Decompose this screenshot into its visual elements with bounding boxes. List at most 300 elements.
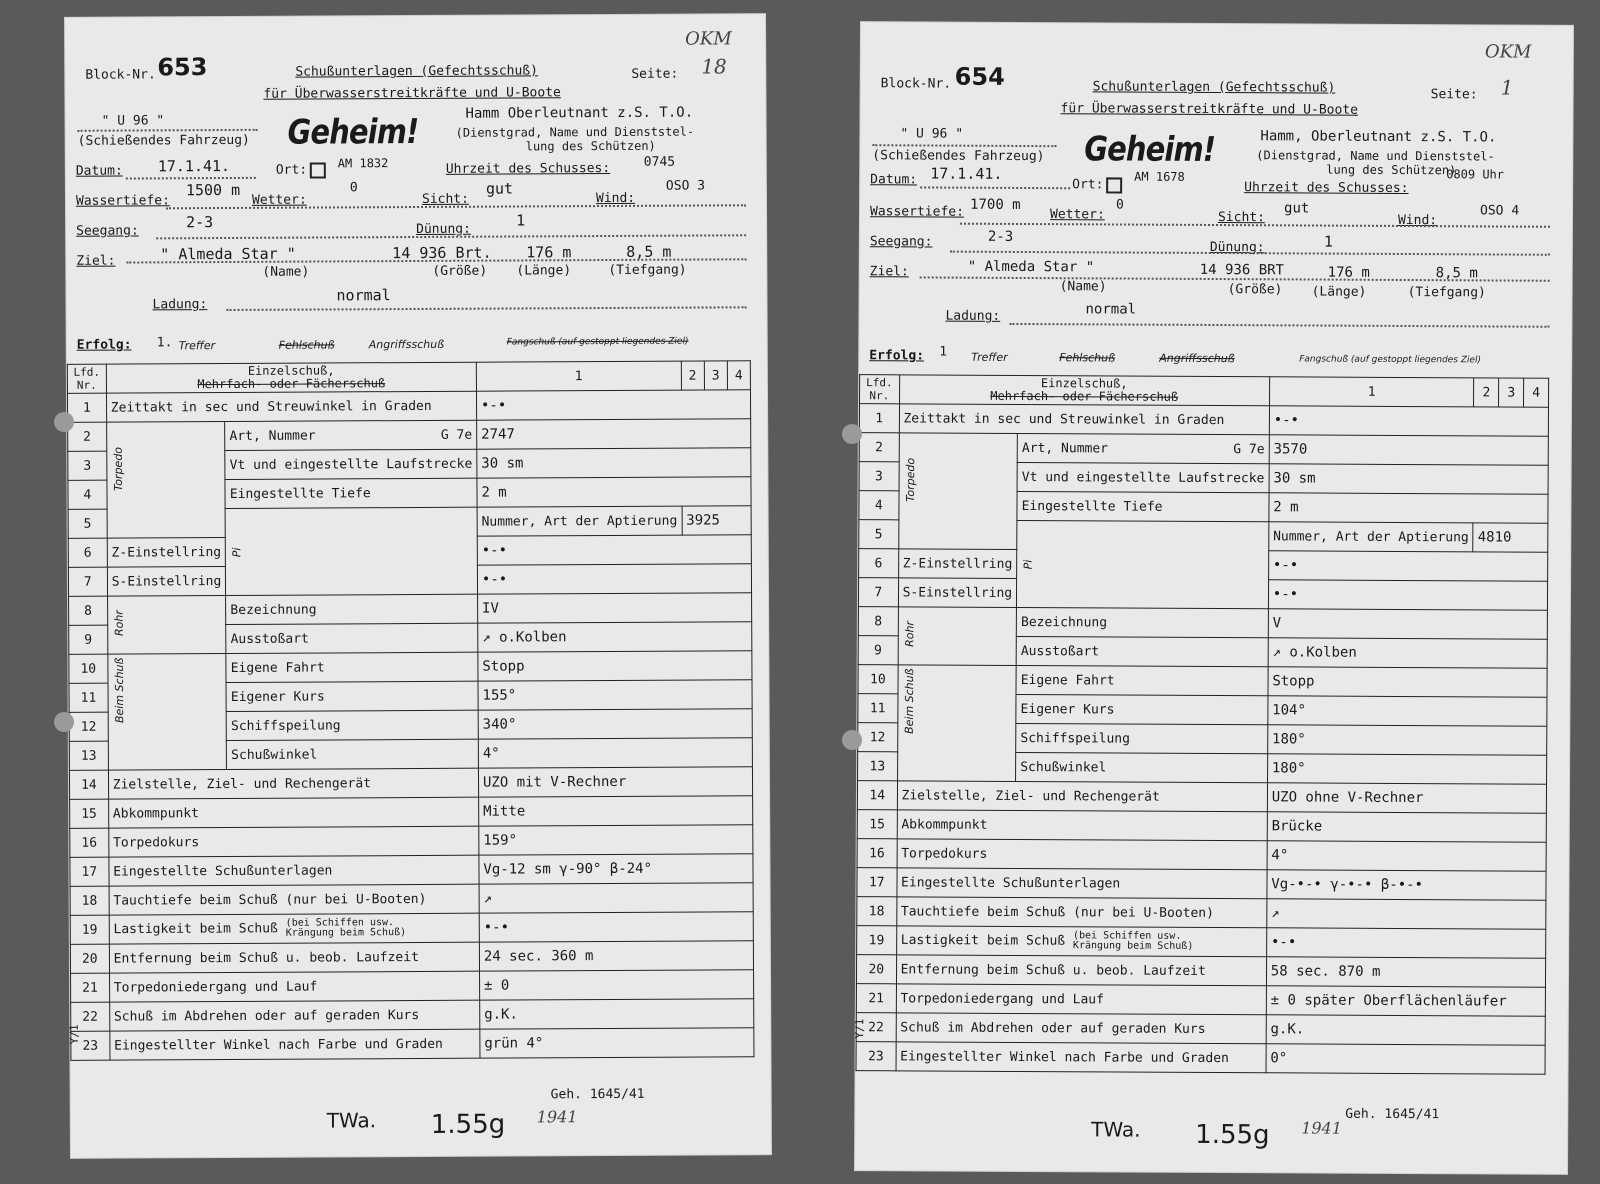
row-number: 17	[857, 868, 897, 897]
punch-hole	[54, 712, 74, 732]
row-label-text: Torpedoniedergang und Lauf	[113, 979, 318, 996]
ort-box	[1106, 177, 1122, 193]
row-label: Schußwinkel	[1016, 752, 1268, 782]
row-label-text: Eigene Fahrt	[1020, 672, 1115, 688]
right-form-sheet	[855, 22, 1573, 1174]
rank-value: Hamm Oberleutnant z.S. T.O.	[465, 104, 694, 122]
table-row	[859, 433, 1548, 466]
ort-label: Ort:	[1072, 177, 1104, 193]
column-header: 3	[704, 361, 727, 390]
table-header-row	[860, 375, 1549, 408]
value-cell: 4°	[1267, 841, 1546, 871]
row-label-text: Schuß im Abdrehen oder auf geraden Kurs	[900, 1019, 1206, 1037]
shot-type-header	[899, 375, 1269, 406]
group-cell	[108, 654, 227, 771]
row-label	[108, 768, 478, 799]
table-row	[69, 767, 752, 800]
row-number: 9	[858, 636, 898, 665]
table-header-row	[67, 361, 750, 394]
row-number: 1	[859, 404, 899, 433]
table-row	[70, 912, 753, 945]
table-row	[71, 999, 754, 1032]
row-number: 8	[69, 596, 108, 625]
row-label	[896, 897, 1266, 928]
table-row	[857, 810, 1546, 843]
wassertiefe-label: Wassertiefe:	[869, 204, 964, 220]
group-label: Beim Schuß	[902, 668, 916, 734]
row-label	[109, 884, 479, 915]
row-label-text: Torpedokurs	[901, 845, 988, 862]
row-label	[110, 1029, 480, 1060]
row-number: 3	[68, 451, 107, 480]
row-label	[896, 984, 1266, 1015]
value-cell: 159°	[479, 825, 753, 855]
corner-note: OKM	[685, 28, 732, 50]
row-number: 16	[70, 828, 109, 857]
row-label: S-Einstellring	[898, 578, 1017, 608]
corner-note: OKM	[1484, 41, 1532, 63]
group-cell	[106, 422, 225, 539]
uhrzeit-value: 0809 Uhr	[1446, 167, 1505, 182]
vessel-value: " U 96 "	[900, 126, 964, 142]
twa-number: 1.55g	[430, 1109, 506, 1140]
value-cell: ± 0 später Oberflächenläufer	[1266, 986, 1545, 1016]
table-row	[71, 970, 754, 1003]
row-label-text: Art, Nummer	[229, 428, 316, 444]
value-cell: •-•	[1268, 580, 1547, 610]
duenung-value: 1	[1323, 232, 1333, 251]
column-header: 2	[681, 361, 704, 390]
lfd-nr-header: Lfd. Nr.	[860, 375, 900, 404]
value-cell: 2 m	[477, 477, 751, 507]
erfolg-count: 1	[939, 344, 948, 360]
seite-value: 18	[701, 54, 727, 79]
year-note: 1941	[1301, 1118, 1342, 1138]
table-row	[859, 404, 1548, 437]
ort-box	[310, 162, 326, 178]
datum-value: 17.1.41.	[930, 164, 1003, 183]
einzelschuss-label: Einzelschuß,	[1040, 376, 1128, 391]
erfolg-count: 1.	[156, 335, 173, 351]
ladung-value: normal	[1085, 301, 1137, 318]
value-cell: Vg-•-• γ-•-• β-•-•	[1267, 870, 1546, 900]
row-label-text: Eingestellte Schußunterlagen	[113, 862, 333, 880]
row-label-text: Abkommpunkt	[901, 816, 988, 833]
wind-label: Wind:	[1397, 212, 1438, 229]
value-cell: 3570	[1269, 435, 1548, 465]
table-row	[69, 651, 752, 684]
row-label: S-Einstellring	[107, 567, 226, 597]
schiffen-note: (bei Schiffen usw.	[1072, 930, 1182, 942]
block-number: 653	[157, 53, 208, 82]
value-cell: UZO mit V-Rechner	[478, 767, 752, 797]
torpedo-type: G 7e	[1233, 441, 1265, 457]
value-cell: g.K.	[480, 999, 754, 1029]
punch-hole	[842, 730, 862, 750]
ladung-label: Ladung:	[152, 297, 208, 313]
table-row	[857, 839, 1546, 872]
form-content	[855, 22, 1573, 1174]
ziel-label: Ziel:	[76, 253, 116, 269]
row-label-text: Zeittakt in sec und Streuwinkel in Graden	[110, 398, 432, 416]
block-label: Block-Nr.	[85, 67, 156, 83]
value-cell: UZO ohne V-Rechner	[1267, 783, 1546, 813]
group-label: Pi	[1021, 559, 1035, 569]
wind-value: OSO 4	[1479, 203, 1520, 219]
table-row	[856, 984, 1545, 1017]
value-cell: •-•	[477, 535, 751, 565]
angriffsschuss-label: Angriffsschuß	[1159, 351, 1235, 366]
shot-type-header	[106, 362, 476, 393]
group-label: Torpedo	[111, 446, 125, 492]
shot-data-table	[856, 374, 1550, 1075]
rank-caption: (Dienstgrad, Name und Dienststel-	[1256, 148, 1495, 164]
uhrzeit-value: 0745	[643, 154, 676, 170]
row-number: 23	[856, 1042, 896, 1071]
row-label	[897, 810, 1267, 841]
row-number: 20	[70, 944, 109, 973]
table-row	[858, 665, 1547, 698]
row-number: 11	[858, 694, 898, 723]
group-cell	[898, 607, 1017, 666]
form-subtitle: für Überwasserstreitkräfte und U-Boote	[263, 85, 561, 102]
wassertiefe-label: Wassertiefe:	[75, 193, 170, 209]
table-row	[858, 607, 1547, 640]
value-cell: ↗	[1267, 899, 1546, 929]
row-label: Schiffspeilung	[226, 710, 478, 740]
twa-number: 1.55g	[1195, 1119, 1270, 1151]
row-label-text: Eingestellter Winkel nach Farbe und Graden	[900, 1048, 1229, 1066]
fangschuss-label: Fangschuß (auf gestoppt liegendes Ziel)	[506, 336, 689, 348]
side-mark: Y/1	[853, 1018, 867, 1039]
value-cell: ± 0	[479, 970, 753, 1000]
row-number: 23	[71, 1031, 110, 1060]
value-cell: •-•	[476, 390, 750, 420]
row-label	[106, 391, 476, 422]
wassertiefe-value: 1700 m	[970, 196, 1021, 213]
datum-label: Datum:	[75, 163, 123, 179]
row-label	[896, 1013, 1266, 1044]
uhrzeit-label: Uhrzeit des Schusses:	[445, 160, 611, 177]
uhrzeit-label: Uhrzeit des Schusses:	[1244, 180, 1409, 197]
group-label: Rohr	[902, 620, 916, 647]
fangschuss-label: Fangschuß (auf gestoppt liegendes Ziel)	[1299, 354, 1482, 366]
treffer-label: Treffer	[178, 339, 216, 353]
row-label-text: Nummer, Art der Aptierung	[1273, 528, 1469, 545]
row-label	[109, 971, 479, 1002]
group-label: Rohr	[112, 610, 126, 637]
row-label	[225, 420, 477, 450]
table-row	[67, 390, 750, 423]
value-cell: 155°	[478, 680, 752, 710]
table-row	[856, 1042, 1545, 1075]
vessel-value: " U 96 "	[101, 113, 165, 129]
row-label-text: Eingestellter Winkel nach Farbe und Graden	[114, 1036, 443, 1054]
value-cell: Mitte	[479, 796, 753, 826]
group-label: Torpedo	[903, 457, 917, 502]
datum-label: Datum:	[870, 172, 918, 188]
value-cell: Brücke	[1267, 812, 1546, 842]
row-number: 18	[857, 897, 897, 926]
geheim-stamp: Geheim!	[1084, 129, 1216, 170]
row-number: 13	[858, 752, 898, 781]
row-number: 10	[69, 654, 108, 683]
row-number: 22	[856, 1013, 896, 1042]
torpedo-type: G 7e	[440, 427, 473, 443]
column-header: 3	[1499, 378, 1524, 407]
row-number: 5	[68, 509, 107, 538]
row-label	[109, 855, 479, 886]
row-label: Ausstoßart	[1016, 636, 1268, 666]
value-cell: 30 sm	[1269, 464, 1548, 494]
value-cell: •-•	[1266, 928, 1545, 958]
table-row	[71, 1028, 754, 1061]
laenge-caption: (Länge)	[1311, 284, 1367, 300]
groesse-caption: (Größe)	[1227, 282, 1283, 298]
row-label	[477, 506, 682, 536]
value-cell: Stopp	[1268, 667, 1547, 697]
row-label-text: Zielstelle, Ziel- und Rechengerät	[112, 775, 372, 793]
duenung-value: 1	[516, 211, 526, 230]
ziel-laenge: 176 m	[1327, 264, 1370, 281]
row-label: Eingestellte Tiefe	[225, 478, 477, 508]
seite-label: Seite:	[1430, 87, 1478, 103]
block-number: 654	[954, 62, 1005, 91]
name-caption: (Name)	[1059, 279, 1107, 295]
row-number: 3	[859, 462, 899, 491]
row-number: 18	[70, 886, 109, 915]
row-label	[897, 839, 1267, 870]
value-cell: •-•	[477, 564, 751, 594]
row-label-text: Tauchtiefe beim Schuß (nur bei U-Booten)	[113, 891, 427, 909]
row-label	[109, 1000, 479, 1031]
row-number: 2	[68, 422, 107, 451]
value-cell: ↗ o.Kolben	[478, 622, 752, 652]
shot-data-table	[67, 360, 755, 1061]
rank-caption-2: lung des Schützen)	[1326, 162, 1457, 178]
fehlschuss-label: Fehlschuß	[1059, 351, 1116, 365]
row-label-text: Torpedoniedergang und Lauf	[900, 990, 1104, 1007]
row-label	[896, 955, 1266, 986]
table-row	[70, 796, 753, 829]
value-cell: 4°	[478, 738, 752, 768]
table-row	[857, 897, 1546, 930]
mehrfach-label: Mehrfach- oder Fächerschuß	[197, 376, 386, 392]
value-cell: Stopp	[478, 651, 752, 681]
value-cell: •-•	[1268, 551, 1547, 581]
row-number: 1	[67, 393, 106, 422]
row-label	[897, 781, 1267, 812]
row-label: Z-Einstellring	[107, 538, 226, 568]
kraengung-note: Krängung beim Schuß)	[1072, 940, 1194, 952]
row-number: 22	[71, 1002, 110, 1031]
row-label: Schußwinkel	[227, 739, 479, 769]
ort-value: AM 1678	[1134, 169, 1185, 184]
punch-hole	[842, 424, 862, 444]
row-label	[108, 826, 478, 857]
table-row	[857, 926, 1546, 959]
row-number: 7	[858, 578, 898, 607]
row-label-text: Schuß im Abdrehen oder auf geraden Kurs	[113, 1007, 420, 1025]
wetter-label: Wetter:	[251, 192, 307, 208]
row-label-text: Lastigkeit beim Schuß	[113, 921, 278, 938]
ladung-value: normal	[336, 286, 391, 305]
row-label-text: Entfernung beim Schuß u. beob. Laufzeit	[113, 949, 419, 967]
seite-label: Seite:	[631, 66, 679, 82]
row-label-text: Eingestellte Schußunterlagen	[901, 874, 1121, 892]
ziel-name: " Almeda Star "	[967, 258, 1095, 276]
twa-label: TWa.	[326, 1108, 377, 1133]
value-cell: 58 sec. 870 m	[1266, 957, 1545, 987]
row-number: 5	[859, 520, 899, 549]
value-cell: 24 sec. 360 m	[479, 941, 753, 971]
row-label	[109, 913, 479, 944]
row-number: 21	[856, 984, 896, 1013]
row-label-text: Art, Nummer	[1021, 440, 1109, 456]
lfd-nr-header: Lfd. Nr.	[67, 364, 106, 393]
twa-label: TWa.	[1091, 1117, 1141, 1142]
ziel-tiefgang: 8,5 m	[1435, 265, 1478, 282]
rank-caption-2: lung des Schützen)	[525, 138, 656, 154]
row-label: Eigener Kurs	[226, 681, 478, 711]
value-cell: •-•	[1269, 406, 1548, 436]
seegang-label: Seegang:	[76, 223, 139, 239]
value-cell: 2747	[477, 419, 751, 449]
groesse-caption: (Größe)	[432, 263, 488, 279]
value-cell: ↗ o.Kolben	[1268, 638, 1547, 668]
laenge-caption: (Länge)	[516, 263, 572, 279]
column-header: 2	[1474, 378, 1499, 407]
table-row	[857, 781, 1546, 814]
value-cell: 180°	[1267, 725, 1546, 755]
table-row	[70, 941, 753, 974]
form-title: Schußunterlagen (Gefechtsschuß)	[1092, 79, 1336, 96]
erfolg-label: Erfolg:	[76, 337, 132, 353]
form-title: Schußunterlagen (Gefechtsschuß)	[295, 63, 538, 80]
group-cell	[107, 596, 226, 655]
value-cell: 340°	[478, 709, 752, 739]
group-label: Beim Schuß	[112, 657, 126, 724]
ziel-laenge: 176 m	[526, 243, 572, 262]
row-label-text: Lastigkeit beim Schuß	[900, 932, 1066, 949]
row-label	[226, 594, 478, 624]
seegang-value: 2-3	[186, 213, 214, 232]
year-note: 1941	[536, 1107, 578, 1127]
einzelschuss-label: Einzelschuß,	[247, 363, 335, 378]
side-mark: Y/1	[67, 1024, 81, 1045]
left-form-sheet	[65, 14, 771, 1158]
row-label-text: Bezeichnung	[1020, 614, 1108, 630]
row-number: 17	[70, 857, 109, 886]
row-label	[1269, 522, 1474, 552]
sicht-label: Sicht:	[421, 191, 469, 207]
value-cell: 3925	[682, 506, 752, 535]
row-number: 15	[857, 810, 897, 839]
group-cell	[225, 507, 477, 595]
form-content	[65, 14, 771, 1158]
value-cell: V	[1268, 609, 1547, 639]
row-label: Vt und eingestellte Laufstrecke	[1017, 462, 1269, 492]
group-cell	[898, 433, 1017, 550]
mehrfach-label: Mehrfach- oder Fächerschuß	[990, 388, 1179, 404]
duenung-label: Dünung:	[416, 221, 471, 238]
column-header: 1	[1269, 377, 1474, 407]
row-number: 6	[859, 549, 899, 578]
ziel-groesse: 14 936 BRT	[1199, 261, 1285, 279]
tiefgang-caption: (Tiefgang)	[608, 262, 687, 278]
sicht-label: Sicht:	[1217, 210, 1265, 226]
row-number: 9	[69, 625, 108, 654]
row-number: 2	[859, 433, 899, 462]
row-label: Eigener Kurs	[1016, 694, 1268, 724]
table-row	[70, 883, 753, 916]
ziel-name: " Almeda Star "	[160, 244, 296, 264]
table-row	[68, 419, 751, 452]
value-cell: 0°	[1266, 1044, 1545, 1074]
row-number: 10	[858, 665, 898, 694]
erfolg-label: Erfolg:	[869, 348, 925, 364]
table-row	[857, 868, 1546, 901]
row-number: 19	[857, 926, 897, 955]
row-number: 21	[71, 973, 110, 1002]
name-caption: (Name)	[262, 264, 310, 280]
column-header: 1	[476, 361, 681, 391]
duenung-label: Dünung:	[1209, 239, 1265, 256]
ziel-groesse: 14 936 Brt.	[392, 243, 492, 263]
angriffsschuss-label: Angriffsschuß	[368, 337, 445, 352]
value-cell: g.K.	[1266, 1015, 1545, 1045]
row-label-text: Zeittakt in sec und Streuwinkel in Graden	[903, 410, 1225, 428]
geh-note: Geh. 1645/41	[1345, 1106, 1440, 1123]
value-cell: Vg-12 sm γ-90° β-24°	[479, 854, 753, 884]
row-label	[226, 652, 478, 682]
sicht-value: gut	[485, 179, 514, 198]
seite-value: 1	[1500, 75, 1514, 100]
punch-hole	[54, 412, 74, 432]
row-label	[896, 1042, 1266, 1073]
row-label: Z-Einstellring	[898, 549, 1017, 579]
form-subtitle: für Überwasserstreitkräfte und U-Boote	[1060, 101, 1359, 118]
value-cell: 30 sm	[477, 448, 751, 478]
row-label	[896, 926, 1266, 957]
group-label: Pi	[230, 547, 244, 557]
column-header: 4	[727, 361, 750, 390]
row-number: 16	[857, 839, 897, 868]
group-cell	[1017, 520, 1269, 608]
row-label: Eingestellte Tiefe	[1017, 491, 1269, 521]
row-number: 11	[69, 683, 108, 712]
kraengung-note: Krängung beim Schuß)	[285, 927, 407, 939]
row-number: 15	[70, 799, 109, 828]
block-label: Block-Nr.	[880, 76, 952, 92]
group-cell	[897, 665, 1016, 782]
row-number: 19	[70, 915, 109, 944]
sicht-value: gut	[1283, 200, 1310, 217]
vessel-caption: (Schießendes Fahrzeug)	[872, 148, 1045, 165]
rank-value: Hamm, Oberleutnant z.S. T.O.	[1260, 128, 1497, 146]
row-number: 6	[68, 538, 107, 567]
row-number: 12	[69, 712, 108, 741]
seegang-value: 2-3	[987, 228, 1014, 245]
ziel-label: Ziel:	[869, 264, 909, 280]
row-label-text: Bezeichnung	[230, 602, 317, 618]
table-row	[856, 955, 1545, 988]
treffer-label: Treffer	[971, 350, 1008, 364]
wassertiefe-value: 1500 m	[185, 180, 241, 200]
geheim-stamp: Geheim!	[287, 111, 419, 153]
value-cell: 180°	[1267, 754, 1546, 784]
wind-label: Wind:	[595, 190, 636, 207]
